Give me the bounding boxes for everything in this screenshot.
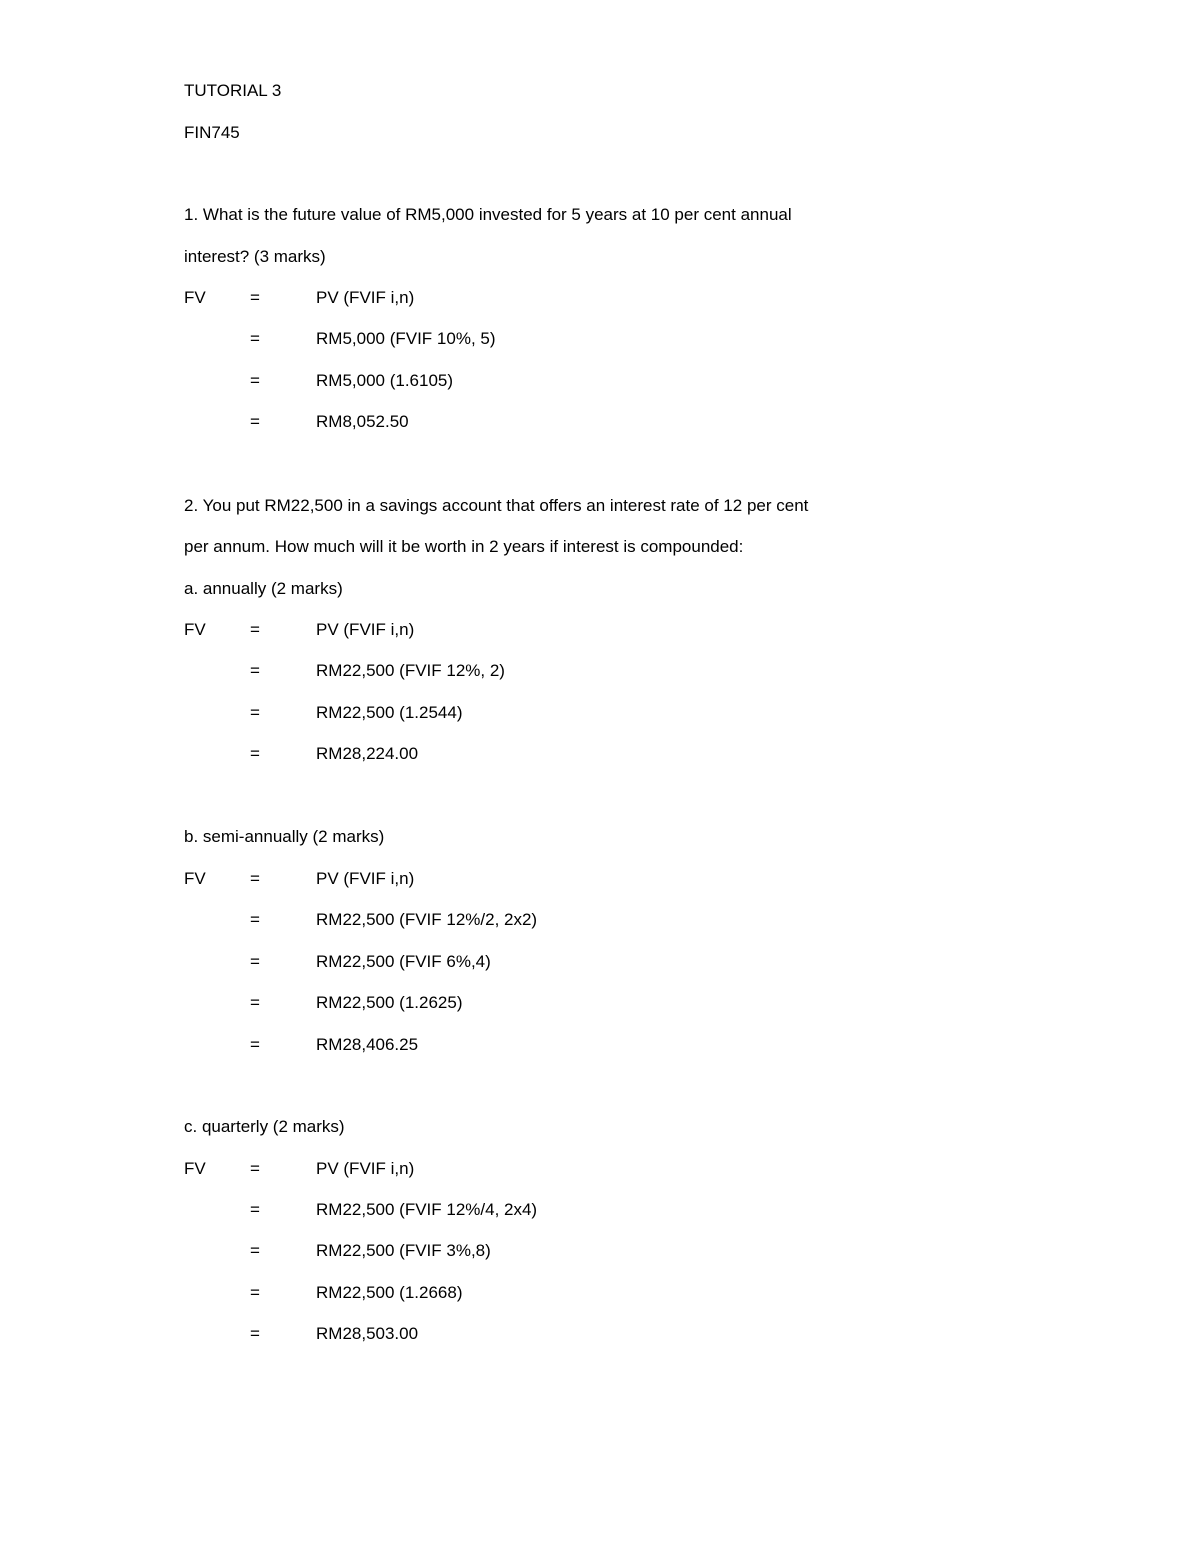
- equals-sign: =: [250, 1283, 260, 1302]
- part-b-label: b. semi-annually (2 marks): [184, 827, 385, 846]
- equals-sign: =: [250, 744, 260, 763]
- equation-rhs: RM5,000 (FVIF 10%, 5): [316, 329, 496, 348]
- q1-equation-row: [184, 329, 884, 349]
- equals-sign: =: [250, 1035, 260, 1054]
- q2a-equation-row: [184, 661, 884, 681]
- equals-sign: =: [250, 703, 260, 722]
- q2b-equation-row: [184, 952, 884, 972]
- course-code: FIN745: [184, 123, 240, 142]
- equals-sign: =: [250, 1324, 260, 1343]
- equation-lhs: FV: [184, 869, 206, 888]
- equation-rhs: RM28,406.25: [316, 1035, 419, 1054]
- q2a-equation-row: [184, 620, 884, 640]
- q2b-equation-row: [184, 993, 884, 1013]
- q2c-equation-row: [184, 1241, 884, 1261]
- equals-sign: =: [250, 1200, 260, 1219]
- equals-sign: =: [250, 1159, 260, 1178]
- equals-sign: =: [250, 993, 260, 1012]
- q2c-equation-row: [184, 1200, 884, 1220]
- q2c-equation-row: [184, 1324, 884, 1344]
- equals-sign: =: [250, 952, 260, 971]
- q2b-equation-row: [184, 869, 884, 889]
- q2a-equation-row: [184, 703, 884, 723]
- equation-rhs: RM8,052.50: [316, 412, 409, 431]
- equation-rhs: RM22,500 (FVIF 12%/2, 2x2): [316, 910, 538, 929]
- equation-rhs: RM22,500 (FVIF 12%/4, 2x4): [316, 1200, 538, 1219]
- q2b-equation-row: [184, 1035, 884, 1055]
- equals-sign: =: [250, 661, 260, 680]
- equation-rhs: RM28,503.00: [316, 1324, 419, 1343]
- equals-sign: =: [250, 910, 260, 929]
- equation-rhs: RM22,500 (FVIF 12%, 2): [316, 661, 505, 680]
- equation-rhs: PV (FVIF i,n): [316, 620, 415, 639]
- q2a-equation-row: [184, 744, 884, 764]
- equals-sign: =: [250, 620, 260, 639]
- document-title: TUTORIAL 3: [184, 81, 282, 100]
- equation-lhs: FV: [184, 620, 206, 639]
- question-1-text-line-2: interest? (3 marks): [184, 247, 326, 266]
- part-a-label: a. annually (2 marks): [184, 579, 343, 598]
- equation-rhs: RM22,500 (1.2544): [316, 703, 463, 722]
- equals-sign: =: [250, 412, 260, 431]
- q2c-equation-row: [184, 1159, 884, 1179]
- equation-lhs: FV: [184, 1159, 206, 1178]
- equation-lhs: FV: [184, 288, 206, 307]
- part-c-label: c. quarterly (2 marks): [184, 1117, 345, 1136]
- equals-sign: =: [250, 329, 260, 348]
- equation-rhs: RM5,000 (1.6105): [316, 371, 454, 390]
- equals-sign: =: [250, 371, 260, 390]
- equals-sign: =: [250, 1241, 260, 1260]
- equation-rhs: PV (FVIF i,n): [316, 1159, 415, 1178]
- q2b-equation-row: [184, 910, 884, 930]
- equation-rhs: RM28,224.00: [316, 744, 419, 763]
- equation-rhs: RM22,500 (1.2668): [316, 1283, 463, 1302]
- equals-sign: =: [250, 869, 260, 888]
- q1-equation-row: [184, 288, 884, 308]
- q1-equation-row: [184, 371, 884, 391]
- question-1-text-line-1: 1. What is the future value of RM5,000 invested for 5 years at 10 per cent annual: [184, 205, 792, 224]
- question-2-text-line-2: per annum. How much will it be worth in 2 years if interest is compounded:: [184, 537, 744, 556]
- q1-equation-row: [184, 412, 884, 432]
- equation-rhs: RM22,500 (1.2625): [316, 993, 463, 1012]
- equals-sign: =: [250, 288, 260, 307]
- q2c-equation-row: [184, 1283, 884, 1303]
- equation-rhs: PV (FVIF i,n): [316, 288, 415, 307]
- question-2-text-line-1: 2. You put RM22,500 in a savings account that offers an interest rate of 12 per cent: [184, 496, 809, 515]
- equation-rhs: RM22,500 (FVIF 3%,8): [316, 1241, 491, 1260]
- equation-rhs: RM22,500 (FVIF 6%,4): [316, 952, 491, 971]
- equation-rhs: PV (FVIF i,n): [316, 869, 415, 888]
